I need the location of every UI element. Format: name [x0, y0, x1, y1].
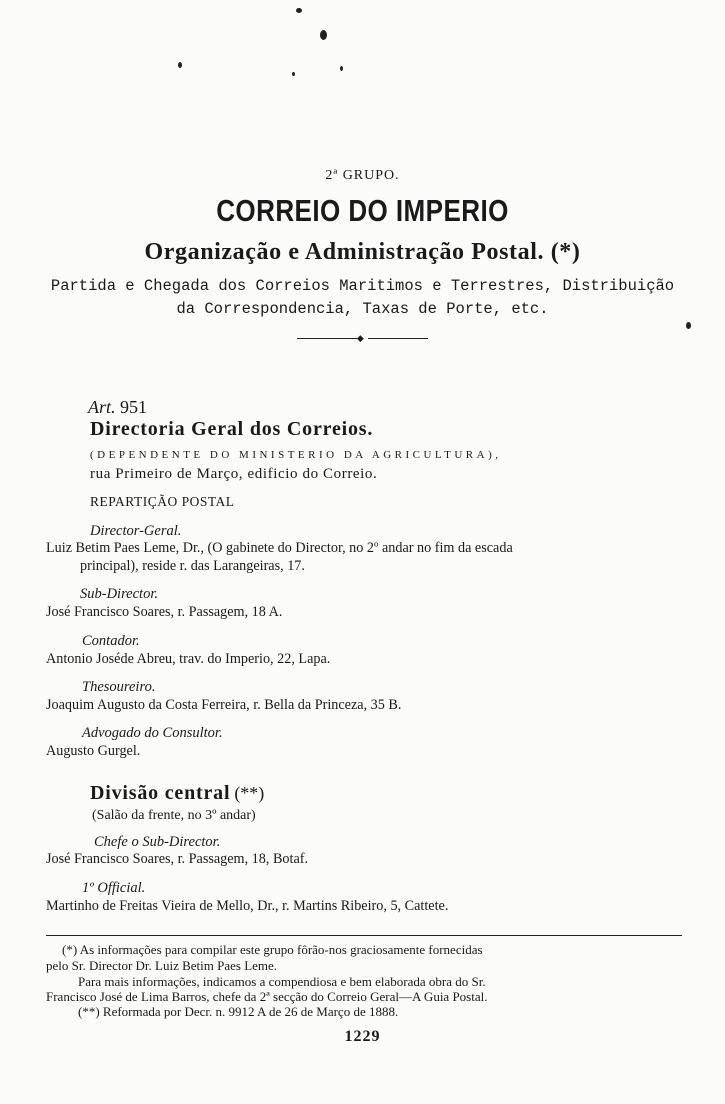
director-general-line-1: Luiz Betim Paes Leme, Dr., (O gabinete do Director, no 2º andar no fim da escada — [46, 540, 513, 556]
footnote-3-line-1: (**) Reformada por Decr. n. 9912 A de 26 de Março de 1888. — [78, 1004, 399, 1019]
first-official-line: Martinho de Freitas Vieira de Mello, Dr., r. Martins Ribeiro, 5, Cattete. — [46, 898, 449, 914]
ink-speck — [296, 8, 302, 13]
section-title: Directoria Geral dos Correios. — [90, 418, 374, 440]
article-number: 951 — [120, 397, 148, 417]
page-subtitle: Organização e Administração Postal. (*) — [144, 239, 581, 265]
description-line-1: Partida e Chegada dos Correios Maritimos e Terrestres, Distribuição — [50, 277, 675, 295]
office-line: REPARTIÇÃO POSTAL — [90, 494, 235, 509]
role-chief: Chefe o Sub-Director. — [94, 834, 221, 850]
ornament-divider: ◆ — [0, 333, 725, 344]
sub-director-line: José Francisco Soares, r. Passagem, 18 A. — [46, 604, 283, 620]
division-note-mark: (**) — [234, 783, 265, 803]
ink-speck — [320, 30, 327, 40]
footnote-1-line-1: (*) As informações para compilar este grupo fôrão-nos graciosamente fornecidas — [62, 942, 483, 957]
ink-speck — [178, 62, 182, 68]
article-label: Art. — [88, 397, 116, 417]
page-number: 1229 — [344, 1028, 381, 1045]
footnote-1-line-2: pelo Sr. Director Dr. Luiz Betim Paes Leme. — [46, 958, 278, 973]
division-location: (Salão da frente, no 3º andar) — [92, 808, 256, 823]
address-line: rua Primeiro de Março, edificio do Correio. — [90, 466, 378, 482]
division-heading — [90, 782, 264, 805]
director-general-line-2: principal), reside r. das Larangeiras, 17. — [80, 558, 305, 574]
footnote-rule — [46, 935, 682, 936]
article-heading — [88, 397, 147, 418]
ink-speck — [340, 66, 343, 71]
role-treasurer: Thesoureiro. — [82, 679, 156, 695]
footnote-2-line-1: Para mais informações, indicamos a compendiosa e bem elaborada obra do Sr. — [78, 974, 486, 989]
treasurer-line: Joaquim Augusto da Costa Ferreira, r. Bella da Princeza, 35 B. — [46, 697, 402, 713]
division-title: Divisão central — [90, 782, 231, 804]
ink-speck — [686, 322, 691, 329]
role-first-official: 1º Official. — [82, 880, 146, 896]
legal-advisor-line: Augusto Gurgel. — [46, 743, 141, 759]
ink-speck — [292, 72, 295, 76]
role-legal-advisor: Advogado do Consultor. — [82, 725, 223, 741]
page-title: CORREIO DO IMPERIO — [216, 193, 509, 228]
role-director-general: Director-Geral. — [90, 523, 182, 539]
role-accountant: Contador. — [82, 633, 140, 649]
dependency-line: (DEPENDENTE DO MINISTERIO DA AGRICULTURA), — [90, 449, 502, 461]
group-heading: 2ª GRUPO. — [325, 168, 400, 183]
accountant-line: Antonio Joséde Abreu, trav. do Imperio, 22, Lapa. — [46, 651, 331, 667]
footnote-2-line-2: Francisco José de Lima Barros, chefe da 2ª secção do Correio Geral—A Guia Postal. — [46, 989, 488, 1004]
description-line-2: da Correspondencia, Taxas de Porte, etc. — [176, 300, 549, 318]
chief-line: José Francisco Soares, r. Passagem, 18, Botaf. — [46, 851, 309, 867]
role-sub-director: Sub-Director. — [80, 586, 158, 602]
